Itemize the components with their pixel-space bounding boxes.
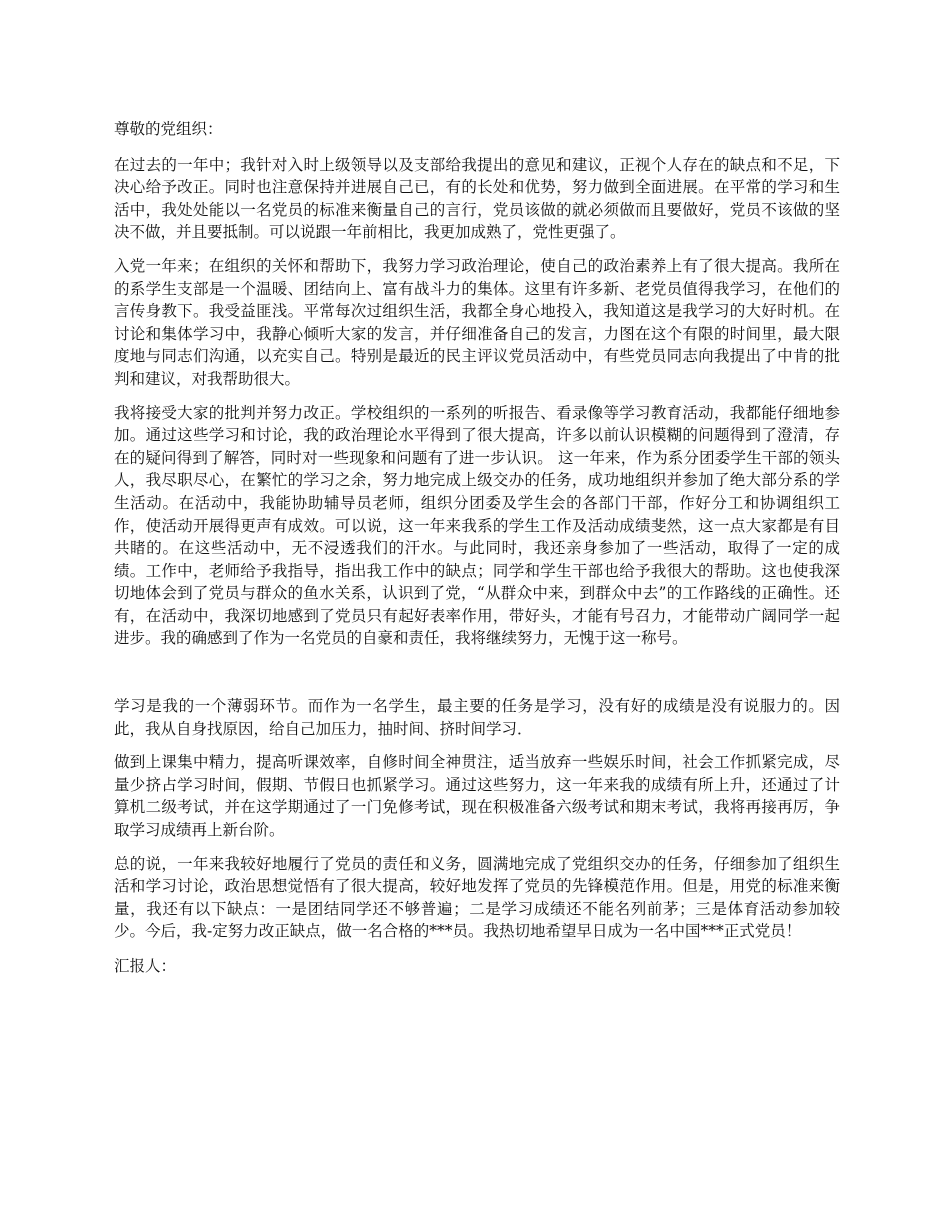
paragraph-5: 做到上课集中精力，提高听课效率，自修时间全神贯注，适当放弃一些娱乐时间，社会工作抓紧完成，尽量少挤占学习时间，假期、节假日也抓紧学习。通过这些努力，这一年来我的成绩有所上升，还通过了计算机二级考试，并在这学期通过了一门免修考试，现在积极准备六级考试和期末考试，我将再接再厉，争取学习成绩再上新台阶。 xyxy=(114,753,840,840)
section-spacer xyxy=(114,661,840,695)
document-page xyxy=(114,118,840,989)
salutation: 尊敬的党组织： xyxy=(114,120,223,138)
paragraph-6: 总的说，一年来我较好地履行了党员的责任和义务，圆满地完成了党组织交办的任务，仔细参加了组织生活和学习讨论，政治思想觉悟有了很大提高，较好地发挥了党员的先锋模范作用。但是，用党的标准来衡量，我还有以下缺点：一是团结同学还不够普遍；二是学习成绩还不能名列前茅；三是体育活动参加较少。今后，我-定努力改正缺点，做一名合格的***员。我热切地希望早日成为一名中国***正式党员！ xyxy=(114,854,840,941)
paragraph-2: 入党一年来；在组织的关怀和帮助下，我努力学习政治理论，使自己的政治素养上有了很大提高。我所在的系学生支部是一个温暖、团结向上、富有战斗力的集体。这里有许多新、老党员值得我学习，在他们的言传身教下。我受益匪浅。平常每次过组织生活，我都全身心地投入，我知道这是我学习的大好时机。在讨论和集体学习中，我静心倾听大家的发言，并仔细准备自己的发言，力图在这个有限的时间里，最大限度地与同志们沟通，以充实自己。特别是最近的民主评议党员活动中，有些党员同志向我提出了中肯的批判和建议，对我帮助很大。 xyxy=(114,256,840,388)
paragraph-1: 在过去的一年中；我针对入时上级领导以及支部给我提出的意见和建议，正视个人存在的缺点和不足，下决心给予改正。同时也注意保持并进展自己已，有的长处和优势，努力做到全面进展。在平常的学习和生活中，我处处能以一名党员的标准来衡量自己的言行，党员该做的就必须做而且要做好，党员不该做的坚决不做，并且要抵制。可以说跟一年前相比，我更加成熟了，党性更强了。 xyxy=(114,155,840,242)
paragraph-4: 学习是我的一个薄弱环节。而作为一名学生，最主要的任务是学习，没有好的成绩是没有说服力的。因此，我从自身找原因，给自己加压力，抽时间、挤时间学习． xyxy=(114,697,840,738)
paragraph-3: 我将接受大家的批判并努力改正。学校组织的一系列的听报告、看录像等学习教育活动，我都能仔细地参加。通过这些学习和讨论，我的政治理论水平得到了很大提高，许多以前认识模糊的问题得到了澄清，存在的疑问得到了解答，同时对一些现象和问题有了进一步认识。 这一年来，作为系分团委学生干部的领头人，我尽职尽心，在繁忙的学习之余，努力地完成上级交办的任务，成功地组织并参加了绝大部分系的学生活动。在活动中，我能协助辅导员老师，组织分团委及学生会的各部门干部，作好分工和协调组织工作，使活动开展得更声有成效。可以说，这一年来我系的学生工作及活动成绩斐然，这一点大家都是有目共睹的。在这些活动中，无不浸透我们的汗水。与此同时，我还亲身参加了一些活动，取得了一定的成绩。工作中，老师给予我指导，指出我工作中的缺点；同学和学生干部也给予我很大的帮助。这也使我深切地体会到了党员与群众的鱼水关系，认识到了党，“从群众中来，到群众中去”的工作路线的正确性。还有，在活动中，我深切地感到了党员只有起好表率作用，带好头，才能有号召力，才能带动广阔同学一起进步。我的确感到了作为一名党员的自豪和责任，我将继续努力，无愧于这一称号。 xyxy=(114,403,840,648)
signature-label: 汇报人： xyxy=(114,957,177,975)
